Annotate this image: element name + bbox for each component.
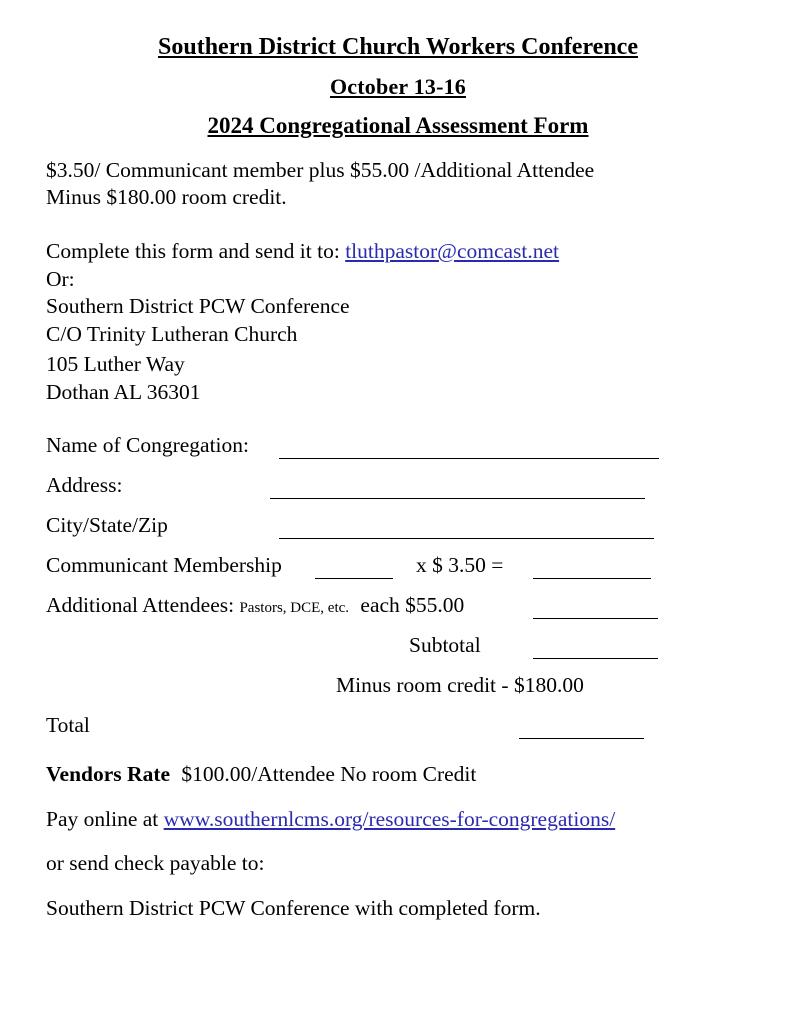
mail-address-line-4: Dothan AL 36301 [46, 379, 201, 404]
mail-address-line-1: Southern District PCW Conference [46, 294, 350, 319]
vendors-rate-text: $100.00/Attendee No room Credit [181, 762, 477, 787]
congregation-input-line[interactable] [279, 458, 659, 459]
congregation-label: Name of Congregation: [46, 433, 250, 458]
payee-line: Southern District PCW Conference with completed form. [46, 895, 541, 920]
field-row-communicant [46, 552, 750, 592]
field-row-total [46, 712, 750, 752]
pay-online-prefix: Pay online at [46, 806, 164, 831]
or-line: Or: [46, 266, 75, 291]
vendors-line [46, 761, 750, 789]
communicant-multiplier: x $ 3.50 = [416, 553, 504, 578]
spacer-3 [46, 752, 750, 761]
communicant-count-input[interactable] [315, 578, 393, 579]
spacer-6 [46, 878, 750, 895]
attendees-each: each $55.00 [360, 593, 465, 618]
document-header [46, 30, 750, 143]
conference-title: Southern District Church Workers Conference [158, 34, 638, 60]
check-payable-line: or send check payable to: [46, 851, 265, 876]
pay-online-line [46, 806, 750, 834]
form-title: 2024 Congregational Assessment Form [207, 113, 589, 139]
vendors-rate-label: Vendors Rate [46, 762, 171, 787]
mail-address-line-2: C/O Trinity Lutheran Church [46, 321, 298, 346]
communicant-amount-input[interactable] [533, 578, 651, 579]
total-label: Total [46, 713, 90, 738]
conference-dates: October 13-16 [330, 74, 466, 100]
address-input-line[interactable] [270, 498, 645, 499]
rate-line-1: $3.50/ Communicant member plus $55.00 /Additional Attendee [46, 157, 595, 182]
email-link[interactable]: tluthpastor@comcast.net [345, 239, 560, 263]
title-line-3-row [46, 110, 750, 143]
pay-online-link[interactable]: www.southernlcms.org/resources-for-congregations/ [163, 806, 616, 831]
communicant-label: Communicant Membership [46, 553, 282, 578]
city-state-zip-input-line[interactable] [279, 538, 654, 539]
attendees-label: Additional Attendees: [46, 593, 235, 618]
title-line-1-row [46, 30, 750, 64]
total-amount-input[interactable] [519, 738, 644, 739]
field-row-city-state-zip [46, 512, 750, 552]
rate-paragraph [46, 157, 750, 212]
spacer-2 [46, 406, 750, 432]
room-credit-label: Minus room credit - $180.00 [336, 673, 584, 698]
field-row-subtotal [46, 632, 750, 672]
field-row-attendees [46, 592, 750, 632]
attendees-amount-input[interactable] [533, 618, 658, 619]
attendees-note: Pastors, DCE, etc. [239, 600, 350, 617]
spacer-4 [46, 789, 750, 806]
field-row-congregation [46, 432, 750, 472]
title-line-2-row [46, 71, 750, 102]
send-form-prefix: Complete this form and send it to: [46, 239, 346, 263]
rate-line-2: Minus $180.00 room credit. [46, 185, 287, 210]
send-form-line [46, 238, 750, 266]
city-state-zip-label: City/State/Zip [46, 513, 168, 538]
spacer-5 [46, 833, 750, 850]
field-row-address [46, 472, 750, 512]
instructions-block [46, 238, 750, 406]
subtotal-label: Subtotal [409, 633, 481, 658]
field-row-room-credit [46, 672, 750, 712]
spacer-1 [46, 212, 750, 238]
mail-address-line-3: 105 Luther Way [46, 352, 185, 377]
address-label: Address: [46, 473, 123, 498]
subtotal-amount-input[interactable] [533, 658, 658, 659]
